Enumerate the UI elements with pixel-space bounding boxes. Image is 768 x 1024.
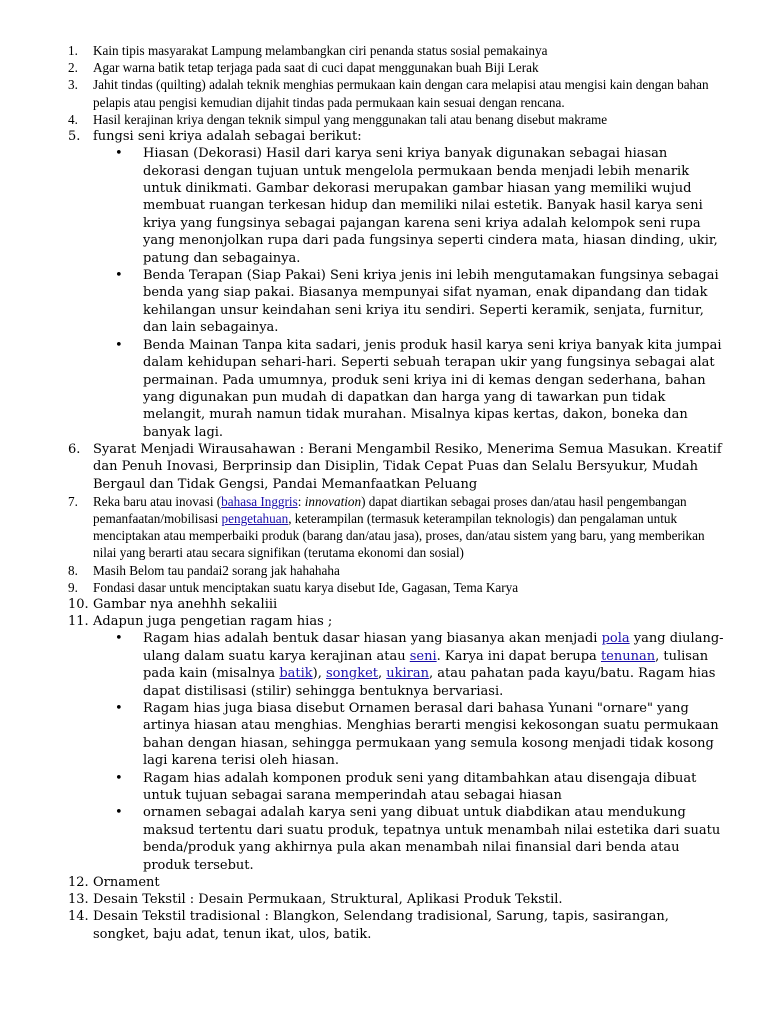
list-item bbox=[68, 441, 724, 493]
item-number: 12. bbox=[68, 875, 89, 891]
bullet-text-part: ), bbox=[312, 666, 326, 682]
item-text-part: ) dapat diartikan sebagai proses dan/atau hasil pengembangan pemanfaatan/mobilisasi bbox=[93, 493, 687, 526]
bullet-item: • Hiasan (Dekorasi) Hasil dari karya seni kriya banyak digunakan sebagai hiasan dekorasi dengan tujuan untuk mengelola permukaan benda menjadi lebih menarik untuk dinikmati. Gambar dekorasi merupakan gambar hiasan yang memiliki wujud membuat ruangan terkesan hidup dan memiliki nilai estetik. Banyak hasil karya seni kriya yang fungsinya sebagai pajangan karena seni kriya adalah kelompok seni rupa yang menonjolkan rupa dari pada fungsinya seperti cindera mata, hiasan dinding, ukir, patung dan sebagainya. bbox=[140, 145, 724, 267]
list-item bbox=[68, 42, 724, 59]
bullet-text-part: , tulisan pada kain (misalnya bbox=[143, 648, 709, 682]
item-text-italic: innovation bbox=[304, 493, 362, 509]
item-number: 11. bbox=[68, 614, 89, 630]
link-ukiran[interactable]: ukiran bbox=[386, 666, 430, 682]
item-text: Hasil kerajinan kriya dengan teknik simpul yang menggunakan tali atau benang disebut makrame bbox=[93, 111, 608, 127]
bullet-list bbox=[93, 145, 724, 441]
bullet-item: • ornamen sebagai adalah karya seni yang dibuat untuk diabdikan atau mendukung maksud tertentu dari suatu produk, tepatnya untuk menambah nilai estetika dari suatu benda/produk yang akhirnya pula akan menambah nilai finansial dari benda atau produk tersebut. bbox=[140, 804, 724, 874]
item-text: fungsi seni kriya adalah sebagai berikut: bbox=[93, 129, 362, 145]
list-item bbox=[68, 59, 724, 76]
list-item bbox=[68, 493, 724, 562]
item-text: Fondasi dasar untuk menciptakan suatu karya disebut Ide, Gagasan, Tema Karya bbox=[93, 579, 519, 595]
link-bahasa-inggris[interactable]: bahasa Inggris bbox=[221, 493, 298, 509]
bullet-item bbox=[140, 630, 724, 700]
item-text: Desain Tekstil tradisional : Blangkon, Selendang tradisional, Sarung, tapis, sasirangan, songket, baju adat, tenun ikat, ulos, batik. bbox=[93, 909, 669, 942]
list-item bbox=[68, 111, 724, 128]
item-number: 9. bbox=[68, 579, 78, 595]
link-pola[interactable]: pola bbox=[601, 631, 630, 647]
bullet-text-part: , atau pahatan pada kayu/batu. Ragam hias dapat distilisasi (stilir) sehingga bentuknya bervariasi. bbox=[143, 666, 716, 699]
bullet-text-part: yang diulang-ulang dalam suatu karya kerajinan atau bbox=[143, 631, 724, 664]
bullet-text-part: Ragam hias adalah bentuk dasar hiasan yang biasanya akan menjadi bbox=[143, 631, 602, 647]
list-item bbox=[68, 891, 724, 908]
bullet-item: • Benda Terapan (Siap Pakai) Seni kriya jenis ini lebih mengutamakan fungsinya sebagai benda yang siap pakai. Biasanya mempunyai sifat nyaman, enak dipandang dan tidak kehilangan unsur keindahan seni kriya itu sendiri. Seperti keramik, senjata, furnitur, dan lain sebagainya. bbox=[140, 267, 724, 337]
list-item bbox=[68, 579, 724, 596]
item-number: 5. bbox=[68, 129, 81, 145]
link-pengetahuan[interactable]: pengetahuan bbox=[221, 510, 289, 526]
item-number: 14. bbox=[68, 909, 89, 925]
link-seni[interactable]: seni bbox=[409, 648, 437, 664]
bullet-text-part: , bbox=[378, 666, 387, 682]
bullet-item: • Ragam hias juga biasa disebut Ornamen berasal dari bahasa Yunani "ornare" yang artinya hiasan atau menghias. Menghias berarti mengisi kekosongan suatu permukaan bahan dengan hiasan, sehingga permukaan yang semula kosong menjadi tidak kosong lagi karena terisi oleh hiasan. bbox=[140, 700, 724, 770]
item-text: Ornament bbox=[93, 875, 160, 891]
list-item bbox=[68, 908, 724, 942]
bullet-list bbox=[93, 630, 724, 874]
item-number: 2. bbox=[68, 60, 78, 76]
bullet-item: • Benda Mainan Tanpa kita sadari, jenis produk hasil karya seni kriya banyak kita jumpai dalam kehidupan sehari-hari. Seperti sebuah terapan ukir yang fungsinya sebagai alat permainan. Pada umumnya, produk seni kriya ini di kemas dengan sederhana, bahan yang digunakan pun mudah di dapatkan dan harga yang di tawarkan pun tidak melangit, murah namun tidak murahan. Misalnya kipas kertas, dakon, boneka dan banyak lagi. bbox=[140, 337, 724, 441]
item-text: Masih Belom tau pandai2 sorang jak hahahaha bbox=[93, 562, 340, 578]
item-text-part: : bbox=[297, 493, 305, 509]
answer-list bbox=[68, 42, 724, 943]
list-item bbox=[68, 874, 724, 891]
bullet-text-part: . Karya ini dapat berupa bbox=[436, 648, 601, 664]
item-number: 6. bbox=[68, 442, 81, 458]
list-item bbox=[68, 76, 724, 110]
list-item bbox=[68, 596, 724, 613]
item-text: Jahit tindas (quilting) adalah teknik menghias permukaan kain dengan cara melapisi atau mengisi kain dengan bahan pelapis atau pengisi kemudian dijahit tindas pada permukaan kain sesuai dengan rencana. bbox=[93, 77, 709, 110]
item-text-part: Reka baru atau inovasi ( bbox=[93, 493, 222, 509]
item-text-part: , keterampilan (termasuk keterampilan teknologis) dan pengalaman untuk menciptakan atau memperbaiki produk (barang dan/atau jasa), proses, dan/atau sistem yang baru, yang memberikan nilai yang berarti atau secara signifikan (terutama ekonomi dan sosial) bbox=[93, 510, 705, 561]
item-number: 10. bbox=[68, 596, 89, 612]
item-text: Desain Tekstil : Desain Permukaan, Struktural, Aplikasi Produk Tekstil. bbox=[93, 892, 563, 908]
link-tenunan[interactable]: tenunan bbox=[600, 648, 656, 664]
item-number: 13. bbox=[68, 892, 89, 908]
item-number: 3. bbox=[68, 77, 78, 93]
list-item bbox=[68, 613, 724, 874]
item-number: 7. bbox=[68, 493, 78, 509]
link-songket[interactable]: songket bbox=[326, 666, 378, 682]
list-item bbox=[68, 128, 724, 441]
item-text: Syarat Menjadi Wirausahawan : Berani Mengambil Resiko, Menerima Semua Masukan. Kreatif dan Penuh Inovasi, Berprinsip dan Disiplin, Tidak Cepat Puas dan Selalu Bersyukur, Mudah Bergaul dan Tidak Gengsi, Pandai Memanfaatkan Peluang bbox=[93, 442, 722, 492]
item-number: 8. bbox=[68, 562, 78, 578]
item-text: Adapun juga pengetian ragam hias ; bbox=[93, 614, 333, 630]
bullet-item: • Ragam hias adalah komponen produk seni yang ditambahkan atau disengaja dibuat untuk tujuan sebagai sarana memperindah atau sebagai hiasan bbox=[140, 770, 724, 805]
link-batik[interactable]: batik bbox=[279, 666, 313, 682]
item-number: 4. bbox=[68, 111, 78, 127]
item-text: Gambar nya anehhh sekaliii bbox=[93, 596, 278, 612]
item-text: Kain tipis masyarakat Lampung melambangkan ciri penanda status sosial pemakainya bbox=[93, 43, 548, 58]
item-number: 1. bbox=[68, 43, 78, 58]
item-text: Agar warna batik tetap terjaga pada saat di cuci dapat menggunakan buah Biji Lerak bbox=[93, 60, 539, 76]
list-item bbox=[68, 562, 724, 579]
